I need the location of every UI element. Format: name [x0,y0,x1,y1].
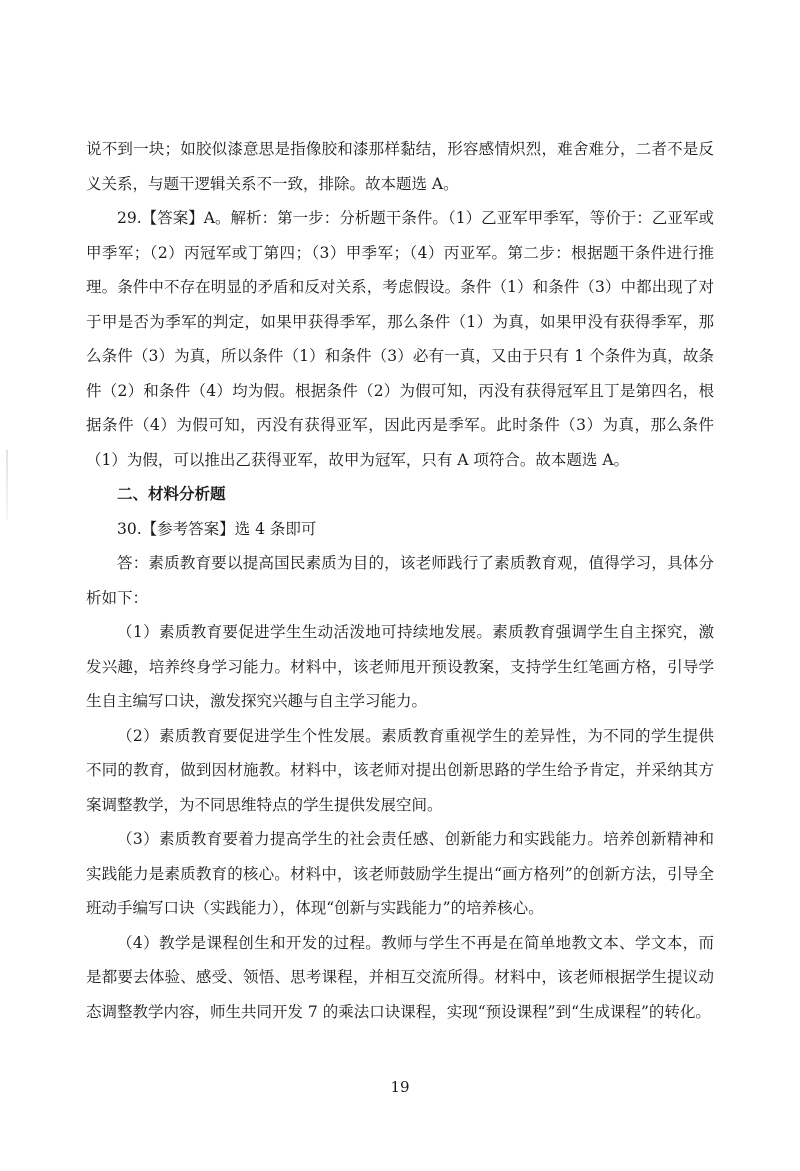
page-number: 19 [390,1078,410,1096]
document-body [86,132,714,1029]
paragraph: 答：素质教育要以提高国民素质为目的，该老师践行了素质教育观，值得学习，具体分析如下： [86,554,714,607]
paragraph: 说不到一块；如胶似漆意思是指像胶和漆那样黏结，形容感情炽烈，难舍难分，二者不是反义关系，与题干逻辑关系不一致，排除。故本题选 A。 [86,140,714,193]
paragraph: （2）素质教育要促进学生个性发展。素质教育重视学生的差异性，为不同的学生提供不同的教育，做到因材施教。材料中，该老师对提出创新思路的学生给予肯定，并采纳其方案调整教学，为不同思维特点的学生提供发展空间。 [86,726,714,814]
paragraph: 29.【答案】A。解析：第一步：分析题干条件。（1）乙亚军甲季军，等价于：乙亚军或甲季军；（2）丙冠军或丁第四；（3）甲季军；（4）丙亚军。第二步：根据题干条件进行推理。条件中不存在明显的矛盾和反对关系，考虑假设。条件（1）和条件（3）中都出现了对于甲是否为季军的判定，如果甲获得季军，那么条件（1）为真，如果甲没有获得季军，那么条件（3）为真，所以条件（1）和条件（3）必有一真，又由于只有 1 个条件为真，故条件（2）和条件（4）均为假。根据条件（2）为假可知，丙没有获得冠军且丁是第四名，根据条件（4）为假可知，丙没有获得亚军，因此丙是季军。此时条件（3）为真，那么条件（1）为假，可以推出乙获得亚军，故甲为冠军，只有 A 项符合。故本题选 A。 [86,209,714,469]
paragraph: （3）素质教育要着力提高学生的社会责任感、创新能力和实践能力。培养创新精神和实践能力是素质教育的核心。材料中，该老师鼓励学生提出“画方格列”的创新方法，引导全班动手编写口诀（实践能力），体现“创新与实践能力”的培养核心。 [86,830,714,917]
paragraph: （4）教学是课程创生和开发的过程。教师与学生不再是在简单地教文本、学文本，而是都要去体验、感受、领悟、思考课程，并相互交流所得。材料中，该老师根据学生提议动态调整教学内容，师生共同开发 7 的乘法口诀课程，实现“预设课程”到“生成课程”的转化。 [86,933,714,1021]
paragraph: 30.【参考答案】选 4 条即可 [117,519,317,538]
section-heading: 二、材料分析题 [117,485,226,503]
scan-edge-mark [6,450,8,520]
paragraph: （1）素质教育要促进学生生动活泼地可持续地发展。素质教育强调学生自主探究，激发兴趣，培养终身学习能力。材料中，该老师甩开预设教案，支持学生红笔画方格，引导学生自主编写口诀，激发探究兴趣与自主学习能力。 [86,623,714,710]
